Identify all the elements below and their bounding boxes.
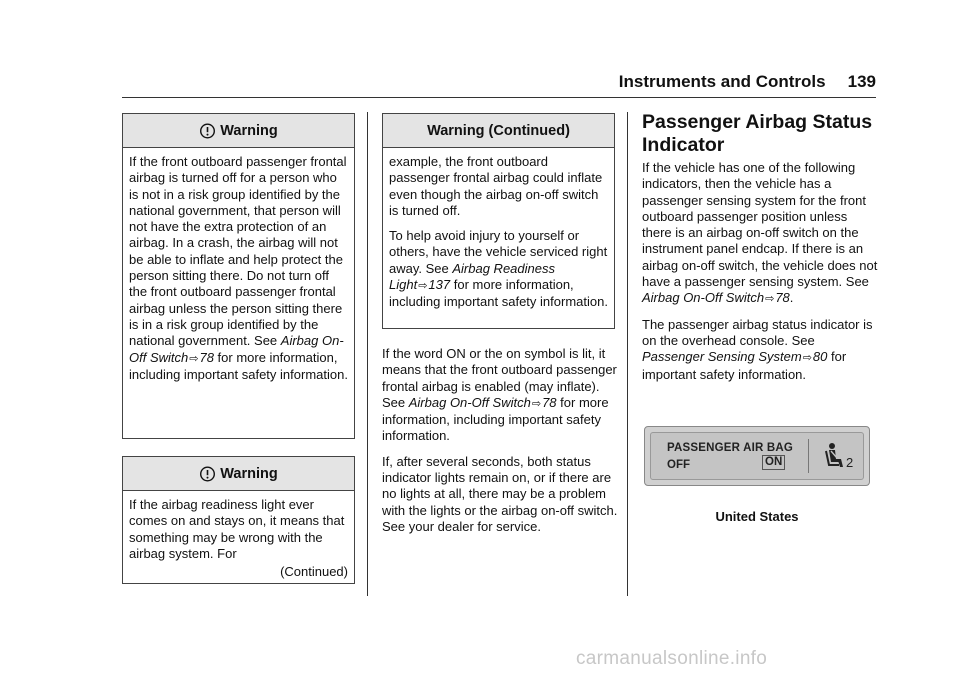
warning-title: Warning	[220, 465, 278, 482]
xref-link[interactable]: Airbag Readiness Light	[389, 260, 555, 293]
column-divider-2	[627, 112, 628, 596]
section-title: Instruments and Controls	[618, 72, 826, 91]
continued-label: (Continued)	[280, 564, 348, 580]
body-text: The passenger airbag status indicator is on the overhead console. See	[642, 316, 873, 348]
figure-caption: United States	[715, 509, 799, 524]
xref-page[interactable]: 78	[199, 349, 214, 365]
off-label: OFF	[667, 459, 690, 471]
indicator-divider	[808, 439, 809, 473]
column-divider-1	[367, 112, 368, 596]
warning-box-1	[122, 113, 355, 439]
page-header	[596, 72, 876, 92]
watermark: carmanualsonline.info	[576, 648, 768, 669]
body-text-end: for more information, including important safety information.	[382, 394, 609, 444]
warning-title: Warning (Continued)	[427, 122, 570, 139]
warning-text: If the front outboard passenger frontal airbag is turned off for a person who is not in a risk group identified by the national government, that person will not have the extra protection of an airbag. In a crash, the airbag will not be able to inflate and help protect the person sitting there. Do not turn off the front outboard passenger frontal airbag unless the person sitting there is in a risk group identified by the national government. See	[129, 154, 347, 349]
warning-icon	[199, 123, 216, 139]
body-paragraph: If, after several seconds, both status indicator lights remain on, or if there are no lights at all, there may be a problem with the lights or the airbag on-off switch. See your dealer for service.	[382, 453, 618, 534]
warning-text-end: for more information, including important safety information.	[389, 277, 608, 310]
warning-body	[383, 148, 614, 311]
warning-body	[123, 491, 354, 562]
page-arrow-icon: ⇨	[802, 352, 812, 365]
xref-link[interactable]: Passenger Sensing System	[642, 349, 802, 365]
header-rule	[122, 97, 876, 98]
passenger-seat-icon	[821, 441, 857, 476]
warning-text: If the airbag readiness light ever comes on and stays on, it means that something may be wrong with the airbag system. For	[129, 497, 345, 561]
page-number: 139	[847, 72, 876, 91]
indicator-label: PASSENGER AIR BAG	[667, 442, 794, 454]
warning-box-2	[122, 456, 355, 584]
xref-page[interactable]: 78	[542, 394, 557, 410]
page-arrow-icon: ⇨	[418, 280, 428, 293]
xref-page[interactable]: 137	[428, 277, 451, 293]
body-text-end: .	[789, 290, 794, 306]
column-3-body	[642, 160, 878, 392]
xref-link[interactable]: Airbag On-Off Switch	[642, 290, 765, 306]
page-arrow-icon: ⇨	[189, 352, 199, 365]
warning-title: Warning	[220, 122, 278, 139]
warning-body	[123, 148, 354, 383]
warning-header	[123, 457, 354, 491]
warning-header	[123, 114, 354, 148]
warning-text: To help avoid injury to yourself or others, have the vehicle serviced right away. See	[389, 228, 608, 276]
xref-link[interactable]: Airbag On-Off Switch	[129, 333, 344, 365]
airbag-indicator-figure	[644, 426, 870, 486]
body-text: If the word ON or the on symbol is lit, it means that the front outboard passenger frontal airbag is enabled (may inflate). See	[382, 346, 617, 410]
xref-link[interactable]: Airbag On-Off Switch	[408, 394, 531, 410]
section-heading: Passenger Airbag Status Indicator	[642, 111, 873, 156]
page-arrow-icon: ⇨	[765, 293, 775, 306]
xref-page[interactable]: 80	[812, 349, 828, 365]
page-arrow-icon: ⇨	[531, 397, 542, 410]
body-text-end: for important safety information.	[642, 349, 847, 382]
warning-text-end: for more information, including important safety information.	[129, 349, 348, 382]
warning-text: example, the front outboard passenger frontal airbag could inflate even though the airbag on-off switch is turned off.	[389, 154, 603, 218]
warning-icon	[199, 466, 216, 482]
on-label: ON	[762, 455, 785, 470]
column-2-body	[382, 346, 618, 544]
xref-page[interactable]: 78	[775, 290, 790, 306]
seat-number: 2	[846, 455, 854, 470]
warning-header	[383, 114, 614, 148]
warning-box-continued	[382, 113, 615, 329]
body-text: If the vehicle has one of the following indicators, then the vehicle has a passenger sensing system for the front outboard passenger position unless there is an airbag on-off switch on the instrument panel endcap. If there is an airbag on-off switch, the vehicle does not have a passenger sensing system. See	[642, 160, 878, 290]
